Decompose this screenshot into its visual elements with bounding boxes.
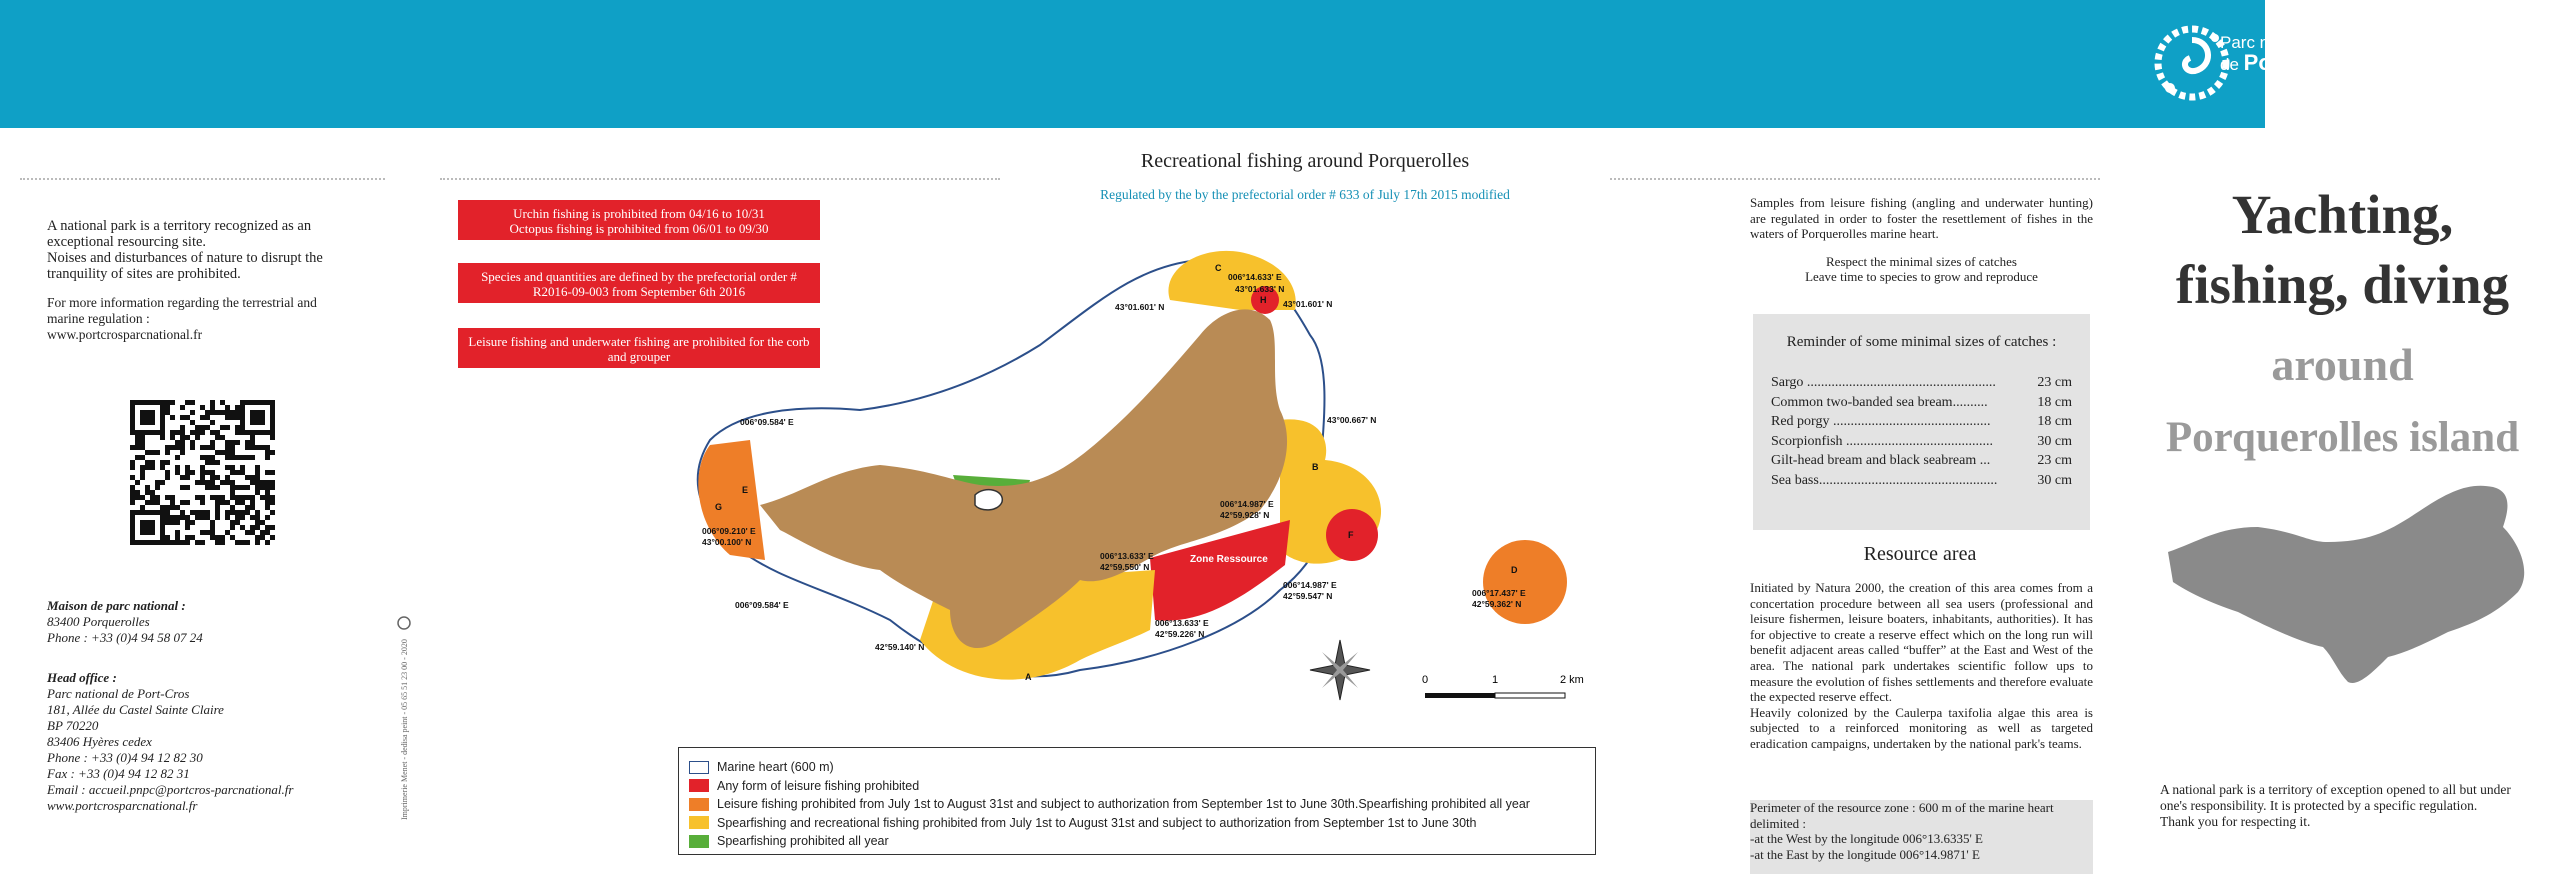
species-size: 18 cm — [2037, 394, 2072, 410]
scale-label: 2 km — [1560, 674, 1584, 686]
page-subtitle: Regulated by the by the prefectorial order # 633 of July 17th 2015 modified — [1100, 187, 1510, 202]
species-size: 23 cm — [2037, 453, 2072, 468]
cover-footer — [2160, 782, 2520, 830]
red-notice-1: Urchin fishing is prohibited from 04/16 to 10/31 Octopus fishing is prohibited from 06/01 to 09/30 — [458, 200, 820, 240]
head-line: Parc national de Port-Cros — [47, 686, 190, 701]
printer-text: Imprimerie Menet - dedisa peint - 05 65 51 23 00 - 2020 — [400, 639, 409, 820]
scale-label: 1 — [1492, 674, 1499, 686]
coord-label: 42°59.140' N — [875, 642, 925, 652]
perimeter-west: -at the West by the longitude 006°13.6335' E — [1750, 831, 1983, 847]
qr-code-icon — [130, 400, 275, 545]
coord-label: 43°00.100' N — [702, 537, 752, 547]
coord-label: 006°09.584' E — [740, 417, 794, 427]
size-row — [1771, 373, 2072, 393]
compass-rose-icon — [1310, 640, 1370, 700]
printer-credit — [396, 585, 412, 825]
zone-ressource-label: Zone Ressource — [1190, 554, 1268, 565]
resource-area-title: Resource area — [1863, 543, 1977, 565]
logo-line2: Port-Cros — [2243, 50, 2346, 75]
size-row — [1771, 451, 2072, 471]
zone-letter: A — [1025, 672, 1032, 682]
logo-line1: Parc national — [2220, 33, 2320, 52]
minimal-sizes-box — [1753, 314, 2090, 530]
species-name: Scorpionfish .......................................... — [1771, 433, 1994, 449]
maison-phone: Phone : +33 (0)4 94 58 07 24 — [47, 630, 203, 645]
zone-letter: F — [1348, 530, 1354, 540]
legend-swatch — [689, 798, 709, 811]
cover-title-line: Yachting, — [2231, 184, 2454, 245]
legend-item — [689, 777, 1595, 796]
zone-letter: H — [1260, 295, 1267, 305]
intro-line2: Noises and disturbances of nature to disrupt the tranquility of sites are prohibited. — [47, 250, 323, 282]
logo-text — [2220, 33, 2345, 76]
zone-letter: B — [1312, 462, 1319, 472]
head-line: Fax : +33 (0)4 94 12 82 31 — [47, 766, 190, 781]
legend-item — [689, 814, 1595, 833]
divider — [440, 178, 1000, 180]
cover-title-dark — [2120, 180, 2565, 320]
legend-swatch — [689, 816, 709, 829]
scale-label: 0 — [1422, 674, 1429, 686]
head-line: www.portcrosparcnational.fr — [47, 798, 198, 813]
samples-text — [1750, 195, 2093, 285]
zone-letter: D — [1511, 565, 1518, 575]
head-title: Head office : — [47, 670, 117, 685]
perimeter-box — [1750, 800, 2093, 874]
coord-label: 43°00.667' N — [1327, 415, 1377, 425]
coord-label: 43°01.601' N — [1283, 299, 1333, 309]
species-name: Gilt-head bream and black seabream ... — [1771, 453, 1991, 468]
head-office-block — [47, 670, 377, 814]
legend-label: Spearfishing and recreational fishing prohibited from July 1st to August 31st and subject to authorization from September 1st to June 30th — [717, 815, 1477, 830]
reminder-title: Reminder of some minimal sizes of catches : — [1786, 334, 2057, 350]
legend-label: Leisure fishing prohibited from July 1st to August 31st and subject to authorization from September 1st to June 30th.Spearfishing prohibited all year — [717, 797, 1530, 812]
coord-label: 006°14.987' E — [1220, 499, 1274, 509]
scale-bar — [1422, 674, 1584, 698]
coord-label: 006°13.633' E — [1155, 618, 1209, 628]
head-line: 83406 Hyères cedex — [47, 734, 152, 749]
resource-paragraph: Heavily colonized by the Caulerpa taxifolia algae this area is subjected to a reinforced monitoring as well as targeted eradication campaigns, undertaken by the national park's teams. — [1750, 704, 2093, 751]
zone-letter: G — [715, 502, 723, 512]
species-name: Common two-banded sea bream.......... — [1771, 394, 1988, 410]
resource-paragraph: Initiated by Natura 2000, the creation of this area comes from a concertation procedure between all sea users (professional and leisure fishermen, leisure boaters, inhabitants, authorities). It has for objective to create a reserve effect which on the long run will benefit adjacent areas called “buffer” at the East and West of the area. The national park undertakes scientific follow ups to measure the evolution of fishes settlements and therefore evaluate the expected reserve effect. — [1750, 580, 2093, 705]
respect-line: Respect the minimal sizes of catches — [1826, 253, 2017, 269]
head-line: Phone : +33 (0)4 94 12 82 30 — [47, 750, 203, 765]
size-row — [1771, 412, 2072, 432]
cover-title-line: Porquerolles island — [2165, 414, 2520, 461]
species-name: Sea bass................................................... — [1771, 472, 1998, 488]
island-silhouette-icon — [2158, 482, 2538, 692]
island-map — [680, 240, 1584, 730]
coord-label: 43°01.601' N — [1115, 302, 1165, 312]
head-line: Email : accueil.pnpc@portcros-parcnational.fr — [47, 782, 294, 797]
species-name: Sargo ...................................................... — [1771, 375, 1996, 390]
intro-line: A national park is a territory recognized as an exceptional resourcing site. — [47, 218, 312, 250]
size-row — [1771, 432, 2072, 452]
coord-label: 42°59.362' N — [1472, 599, 1522, 609]
divider — [20, 178, 385, 180]
red-notice-3: Leisure fishing and underwater fishing are prohibited for the corb and grouper — [458, 328, 820, 368]
perimeter-text: Perimeter of the resource zone : 600 m of the marine heart delimited : — [1750, 800, 2054, 831]
zone-letter: C — [1215, 263, 1222, 273]
species-size: 30 cm — [2037, 472, 2072, 488]
coord-label: 42°59.550' N — [1100, 562, 1150, 572]
header-bar — [0, 0, 2265, 128]
coord-label: 42°59.928' N — [1220, 510, 1270, 520]
coord-label: 43°01.633' N — [1235, 284, 1285, 294]
cover-title-line: around — [2271, 339, 2414, 390]
size-row — [1771, 471, 2072, 491]
info-line: For more information regarding the terrestrial and marine regulation : — [47, 295, 317, 326]
coord-label: 006°13.633' E — [1100, 551, 1154, 561]
head-line: 181, Allée du Castel Sainte Claire — [47, 702, 224, 717]
coord-label: 006°17.437' E — [1472, 588, 1526, 598]
maison-title: Maison de parc national : — [47, 598, 186, 613]
legend-swatch — [689, 761, 709, 774]
species-name: Red porgy ............................................. — [1771, 414, 1991, 429]
red-notice-2: Species and quantities are defined by the prefectorial order # R2016-09-003 from September 6th 2016 — [458, 263, 820, 303]
legend-item — [689, 795, 1595, 814]
cover-footer-text: A national park is a territory of exception opened to all but under one's responsibility. It is protected by a specific regulation. — [2160, 782, 2511, 813]
legend-swatch — [689, 779, 709, 792]
resource-area-text — [1750, 580, 2093, 752]
divider — [1610, 178, 2100, 180]
respect-line: Leave time to species to grow and reproduce — [1805, 269, 2038, 284]
logo-line2-prefix: de — [2220, 55, 2244, 74]
perimeter-east: -at the East by the longitude 006°14.9871' E — [1750, 846, 1980, 862]
info-text — [47, 295, 357, 343]
legend-label: Spearfishing prohibited all year — [717, 834, 889, 849]
species-size: 23 cm — [2037, 375, 2072, 390]
intro-text — [47, 218, 357, 282]
coord-label: 006°09.210' E — [702, 526, 756, 536]
page-title: Recreational fishing around Porquerolles — [1140, 150, 1470, 172]
coord-label: 42°59.547' N — [1283, 591, 1333, 601]
legend-item — [689, 832, 1595, 851]
maison-city: 83400 Porquerolles — [47, 614, 150, 629]
cover-title-line: fishing, diving — [2175, 254, 2510, 315]
coord-label: 006°14.987' E — [1283, 580, 1337, 590]
legend-swatch — [689, 835, 709, 848]
zone-letter: E — [742, 485, 749, 495]
website-link[interactable]: www.portcrosparcnational.fr — [47, 327, 203, 342]
legend-label: Marine heart (600 m) — [717, 760, 834, 775]
species-size: 18 cm — [2037, 414, 2072, 429]
coord-label: 006°09.584' E — [735, 600, 789, 610]
legend-item — [689, 758, 1595, 777]
species-size: 30 cm — [2037, 433, 2072, 449]
samples-paragraph: Samples from leisure fishing (angling and underwater hunting) are regulated in order to foster the resettlement of fishes in the waters of Porquerolles marine heart. — [1750, 195, 2093, 241]
cover-title-grey — [2120, 328, 2565, 474]
coord-label: 006°14.633' E — [1228, 272, 1282, 282]
maison-block — [47, 598, 377, 646]
orange-zone-d — [1483, 540, 1567, 624]
coord-label: 42°59.226' N — [1155, 629, 1205, 639]
map-legend — [678, 747, 1596, 855]
cover-thanks: Thank you for respecting it. — [2160, 814, 2311, 829]
size-row — [1771, 393, 2072, 413]
head-line: BP 70220 — [47, 718, 99, 733]
legend-label: Any form of leisure fishing prohibited — [717, 778, 920, 793]
islet — [975, 490, 1002, 510]
